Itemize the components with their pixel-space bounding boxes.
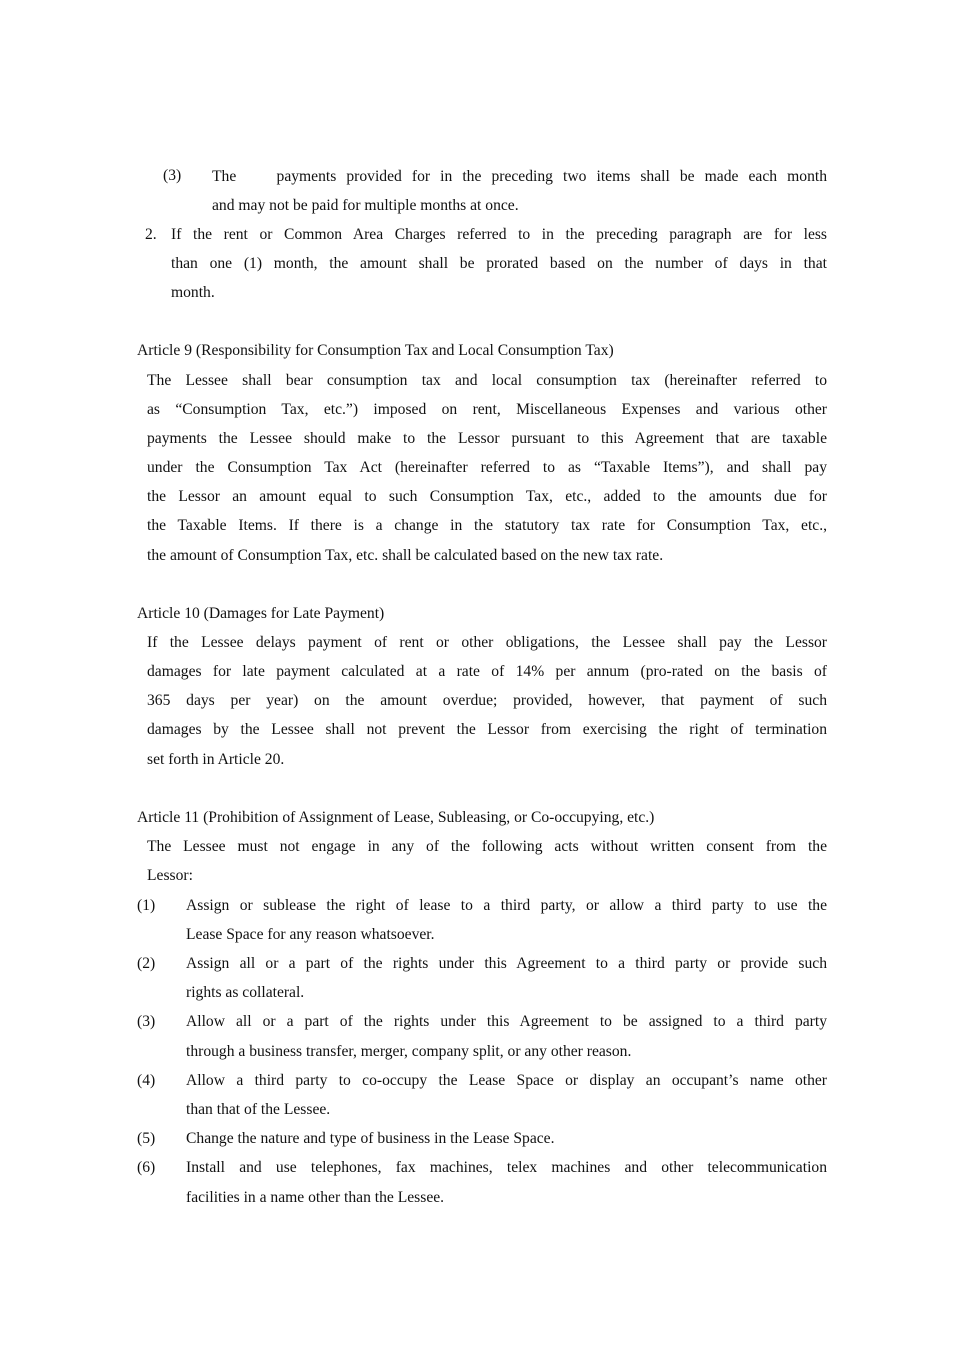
body-line: under the Consumption Tax Act (hereinafter referred to as “Taxable Items”), and shall pay [147,459,827,476]
body-line: and may not be paid for multiple months at once. [212,197,519,214]
body-line: Lease Space for any reason whatsoever. [186,926,435,943]
body-line: rights as collateral. [186,984,305,1001]
body-line: Lessor: [147,867,193,884]
body-line: Assign all or a part of the rights under this Agreement to a third party or provide such [186,955,827,972]
body-line: 365 days per year) on the amount overdue; provided, however, that payment of such [147,692,827,709]
body-line: Allow all or a part of the rights under this Agreement to be assigned to a third party [186,1013,827,1030]
body-line: Change the nature and type of business in the Lease Space. [186,1130,555,1147]
body-line: Assign or sublease the right of lease to a third party, or allow a third party to use the [186,897,827,914]
body-line: The payments provided for in the preceding two items shall be made each month [212,168,827,185]
body-line: than one (1) month, the amount shall be prorated based on the number of days in that [171,255,827,272]
body-line: through a business transfer, merger, company split, or any other reason. [186,1043,632,1060]
body-line: Allow a third party to co-occupy the Lease Space or display an occupant’s name other [186,1072,827,1089]
body-line: the Taxable Items. If there is a change in the statutory tax rate for Consumption Tax, etc., [147,517,827,534]
body-line: the Lessor an amount equal to such Consumption Tax, etc., added to the amounts due for [147,488,827,505]
article-heading: Article 9 (Responsibility for Consumption Tax and Local Consumption Tax) [137,342,614,359]
body-line: damages by the Lessee shall not prevent the Lessor from exercising the right of termination [147,721,827,738]
item-marker: (5) [137,1130,156,1147]
body-line: The Lessee must not engage in any of the following acts without written consent from the [147,838,827,855]
item-marker: (3) [163,167,182,184]
article-heading: Article 10 (Damages for Late Payment) [137,605,385,622]
body-line: as “Consumption Tax, etc.”) imposed on rent, Miscellaneous Expenses and various other [147,401,827,418]
body-line: payments the Lessee should make to the Lessor pursuant to this Agreement that are taxable [147,430,827,447]
item-marker: (1) [137,897,156,914]
body-line: The Lessee shall bear consumption tax and local consumption tax (hereinafter referred to [147,372,827,389]
body-line: the amount of Consumption Tax, etc. shall be calculated based on the new tax rate. [147,547,664,564]
item-marker: (2) [137,955,156,972]
item-marker: (3) [137,1013,156,1030]
paragraph-marker: 2. [145,226,157,243]
item-marker: (6) [137,1159,156,1176]
body-line: month. [171,284,215,301]
item-marker: (4) [137,1072,156,1089]
article-heading: Article 11 (Prohibition of Assignment of Lease, Subleasing, or Co-occupying, etc.) [137,809,655,826]
body-line: than that of the Lessee. [186,1101,331,1118]
body-line: set forth in Article 20. [147,751,285,768]
body-line: If the rent or Common Area Charges referred to in the preceding paragraph are for less [171,226,827,243]
body-line: facilities in a name other than the Lessee. [186,1189,445,1206]
body-line: damages for late payment calculated at a rate of 14% per annum (pro-rated on the basis of [147,663,827,680]
body-line: If the Lessee delays payment of rent or other obligations, the Lessee shall pay the Lessor [147,634,827,651]
body-line: Install and use telephones, fax machines, telex machines and other telecommunication [186,1159,827,1176]
